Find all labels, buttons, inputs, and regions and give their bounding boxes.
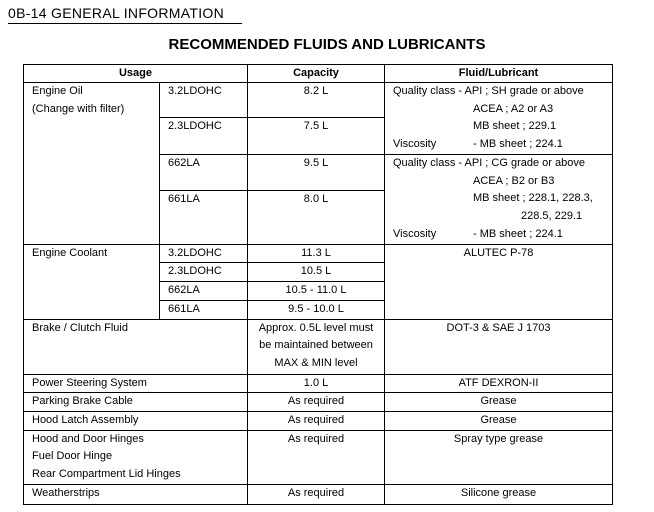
capacity-value: 11.3 L (248, 244, 385, 263)
page-title: RECOMMENDED FLUIDS AND LUBRICANTS (168, 36, 486, 53)
table-row (24, 430, 613, 484)
viscosity-value: - MB sheet ; 224.1 (473, 138, 563, 151)
table-row (24, 244, 613, 263)
fluid-value: Spray type grease (385, 430, 613, 484)
engine-type: 661LA (160, 190, 248, 244)
capacity-value: 8.0 L (248, 190, 385, 244)
hinges-usage (24, 430, 248, 484)
capacity-value: 8.2 L (248, 83, 385, 118)
fluid-value: Grease (385, 393, 613, 412)
fluid-value: Silicone grease (385, 484, 613, 504)
capacity-value: 1.0 L (248, 374, 385, 393)
engine-type: 2.3LDOHC (160, 263, 248, 282)
hood-latch-usage: Hood Latch Assembly (24, 412, 248, 431)
engine-oil-note: (Change with filter) (32, 102, 125, 115)
viscosity-value: - MB sheet ; 224.1 (473, 227, 563, 240)
fluid-header: Fluid/Lubricant (385, 65, 613, 83)
viscosity-label: Viscosity (393, 138, 437, 151)
coolant-fluid: ALUTEC P-78 (385, 244, 613, 319)
table-row (24, 412, 613, 431)
capacity-value: 10.5 - 11.0 L (248, 281, 385, 300)
engine-type: 3.2LDOHC (160, 83, 248, 118)
fluid-mb-sheet: MB sheet ; 228.1, 228.3, (473, 192, 593, 205)
table-row (24, 484, 613, 504)
brake-capacity (248, 319, 385, 374)
table-row (24, 393, 613, 412)
brake-usage: Brake / Clutch Fluid (24, 319, 248, 374)
table-row (24, 374, 613, 393)
weatherstrips-usage: Weatherstrips (24, 484, 248, 504)
table-row (24, 319, 613, 374)
engine-type: 662LA (160, 155, 248, 191)
page-header: 0B-14 GENERAL INFORMATION (8, 5, 242, 24)
brake-capacity-line: Approx. 0.5L level must (258, 321, 374, 334)
capacity-value: 10.5 L (248, 263, 385, 282)
coolant-usage: Engine Coolant (24, 244, 160, 319)
engine-type: 2.3LDOHC (160, 118, 248, 155)
viscosity-label: Viscosity (393, 227, 437, 240)
capacity-header: Capacity (248, 65, 385, 83)
engine-oil-fluid-gasoline (385, 83, 613, 155)
fluid-acea: ACEA ; A2 or A3 (473, 102, 554, 115)
fluid-mb-sheet-cont: 228.5, 229.1 (521, 210, 583, 223)
fluid-value: Grease (385, 412, 613, 431)
capacity-value: 9.5 L (248, 155, 385, 191)
table-header-row (24, 65, 613, 83)
fluid-quality: Quality class - API ; SH grade or above (393, 85, 584, 97)
hinges-usage-line: Rear Compartment Lid Hinges (32, 468, 181, 481)
engine-oil-usage (24, 83, 160, 245)
usage-header: Usage (24, 65, 248, 83)
fluid-quality: Quality class - API ; CG grade or above (393, 157, 585, 169)
capacity-value: 9.5 - 10.0 L (248, 300, 385, 319)
engine-oil-fluid-diesel (385, 155, 613, 245)
capacity-value: As required (248, 484, 385, 504)
engine-type: 3.2LDOHC (160, 244, 248, 263)
engine-type: 661LA (160, 300, 248, 319)
capacity-value: 7.5 L (248, 118, 385, 155)
parking-brake-usage: Parking Brake Cable (24, 393, 248, 412)
power-steering-usage: Power Steering System (24, 374, 248, 393)
brake-fluid: DOT-3 & SAE J 1703 (385, 319, 613, 374)
capacity-value: As required (248, 430, 385, 484)
engine-type: 662LA (160, 281, 248, 300)
fluid-value: ATF DEXRON-II (385, 374, 613, 393)
engine-oil-label: Engine Oil (32, 85, 83, 97)
capacity-value: As required (248, 393, 385, 412)
hinges-usage-line: Hood and Door Hinges (32, 432, 144, 445)
fluids-table (23, 64, 613, 505)
fluid-mb-sheet: MB sheet ; 229.1 (473, 120, 557, 133)
table-row (24, 83, 613, 118)
capacity-value: As required (248, 412, 385, 431)
brake-capacity-line: be maintained between (259, 339, 373, 352)
fluid-acea: ACEA ; B2 or B3 (473, 174, 555, 187)
brake-capacity-line: MAX & MIN level (274, 357, 358, 370)
hinges-usage-line: Fuel Door Hinge (32, 450, 113, 463)
